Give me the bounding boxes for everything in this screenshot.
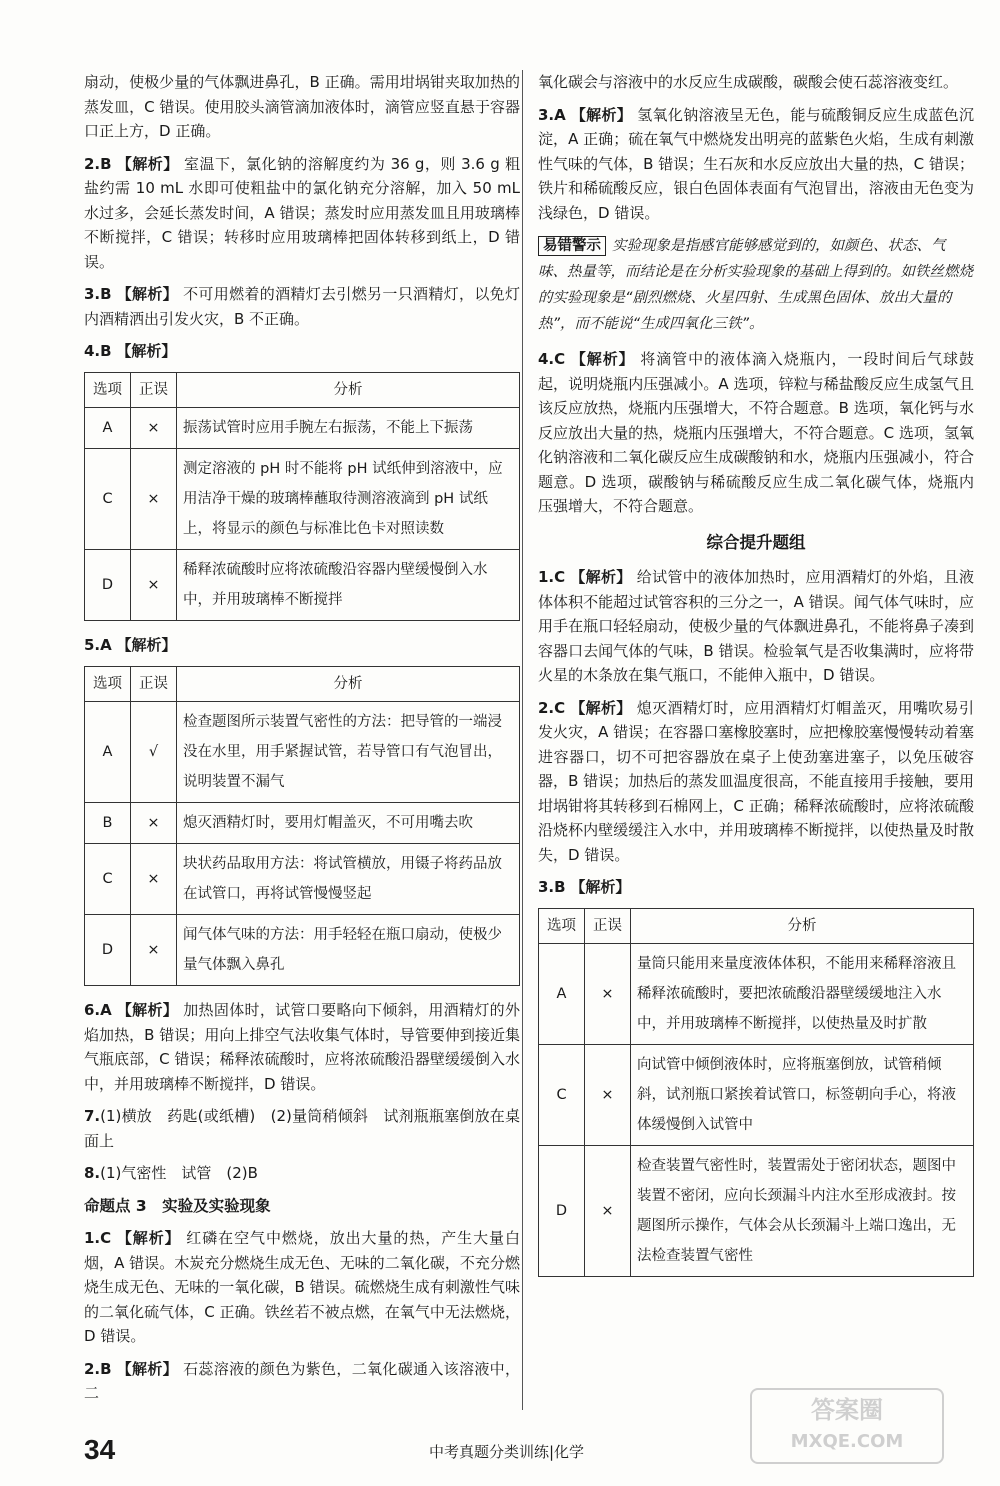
table-row [85, 449, 520, 550]
table-row [85, 844, 520, 915]
answer-item-s1 [84, 1226, 520, 1349]
analysis-table-z3 [538, 908, 974, 1278]
item-number: 8. [84, 1164, 101, 1182]
header-option: 选项 [85, 372, 131, 408]
warning-text: 实验现象是指感官能够感觉到的，如颜色、状态、气味、热量等，而结论是在分析实验现象的基础上得到的。如铁丝燃烧的实验现象是“剧烈燃烧、火星四射、生成黑色固体、放出大量的热”，而不能说“生成四氧化三铁”。 [538, 238, 973, 332]
watermark-url: MXQE.COM [790, 1431, 904, 1452]
error-warning-box [538, 233, 974, 337]
item-number: 4. [538, 350, 555, 368]
item-number: 4. [84, 342, 101, 360]
analysis-text: 不可用燃着的酒精灯去引燃另一只酒精灯，以免灯内酒精洒出引发火灾，B 不正确。 [84, 285, 520, 328]
analysis-text: 加热固体时，试管口要略向下倾斜，用酒精灯的外焰加热，B 错误；用向上排空气法收集气体时，导管要伸到接近集气瓶底部，C 错误；稀释浓硫酸时，应将浓硫酸沿器壁缓缓倒入水中，并用玻璃棒不断搅拌，D 错误。 [84, 1001, 520, 1093]
option-cell: C [85, 449, 131, 550]
answer-item-6 [84, 998, 520, 1096]
item-number: 3. [538, 105, 555, 124]
watermark-text: 答案圈 [811, 1396, 883, 1424]
table-row [539, 944, 974, 1045]
analysis-text: 熄灭酒精灯时，应用酒精灯灯帽盖灭，用嘴吹易引发火灾，A 错误；在容器口塞橡胶塞时，应把橡胶塞慢慢转动着塞进容器口，切不可把容器放在桌子上使劲塞进塞子，以免压破容器，B 错误；加热后的蒸发皿温度很高，不能直接用手接触，要用坩埚钳将其转移到石棉网上，C 正确；稀释浓硫酸时，应将浓硫酸沿烧杯内壁缓缓注入水中，并用玻璃棒不断搅拌，以使热量及时散失，D 错误。 [538, 698, 974, 864]
book-title: 中考真题分类训练|化学 [429, 1443, 585, 1461]
analysis-cell: 检查装置气密性时，装置需处于密闭状态，题图中装置不密闭，应向长颈漏斗内注水至形成液封。按题图所示操作，气体会从长颈漏斗上端口逸出，无法检查装置气密性 [631, 1146, 974, 1277]
answer-item-7 [84, 1104, 520, 1153]
analysis-cell: 块状药品取用方法：将试管横放，用镊子将药品放在试管口，再将试管慢慢竖起 [177, 844, 520, 915]
left-column [84, 70, 520, 1414]
table-header-row [85, 372, 520, 408]
header-correctness: 正误 [131, 666, 177, 702]
answer-item-z1 [538, 565, 974, 688]
analysis-table-4 [84, 372, 520, 622]
answer-letter: A [100, 1001, 112, 1019]
answer-item-8 [84, 1161, 520, 1186]
paragraph-text: 扇动，使极少量的气体飘进鼻孔，B 正确。需用坩埚钳夹取加热的蒸发皿，C 错误。使用胶头滴管滴加液体时，滴管应竖直悬于容器口正上方，D 正确。 [84, 73, 520, 140]
header-option: 选项 [539, 908, 585, 944]
analysis-cell: 稀释浓硫酸时应将浓硫酸沿容器内壁缓慢倒入水中，并用玻璃棒不断搅拌 [177, 550, 520, 621]
table-header-row [85, 666, 520, 702]
item-number: 2. [84, 1359, 101, 1378]
item-number: 2. [84, 154, 101, 173]
answer-letter: C [554, 350, 566, 368]
paragraph-text: 氧化碳会与溶液中的水反应生成碳酸，碳酸会使石蕊溶液变红。 [538, 73, 959, 91]
analysis-text: 石蕊溶液的颜色为紫色，二氧化碳通入该溶液中，二 [84, 1359, 520, 1402]
answer-letter: C [554, 698, 566, 717]
header-analysis: 分析 [177, 372, 520, 408]
mark-cell: × [585, 1146, 631, 1277]
analysis-cell: 测定溶液的 pH 时不能将 pH 试纸伸到溶液中，应用洁净干燥的玻璃棒蘸取待测溶液滴到 pH 试纸上，将显示的颜色与标准比色卡对照读数 [177, 449, 520, 550]
answer-letter: B [100, 1359, 112, 1378]
option-cell: A [85, 702, 131, 803]
continued-paragraph [538, 70, 974, 95]
option-cell: D [85, 550, 131, 621]
answer-letter: C [100, 1229, 112, 1247]
analysis-cell: 熄灭酒精灯时，要用灯帽盖灭，不可用嘴去吹 [177, 803, 520, 844]
item-number: 3. [84, 285, 101, 303]
analysis-tag: 【解析】 [570, 698, 632, 717]
item-number: 3. [538, 878, 555, 896]
column-divider [522, 70, 523, 1410]
page-footer [84, 1396, 964, 1472]
answer-item-s2 [84, 1357, 520, 1406]
mark-cell: × [131, 915, 177, 986]
answer-item-z2 [538, 696, 974, 868]
analysis-text: 给试管中的液体加热时，应用酒精灯的外焰，且液体体积不能超过试管容积的三分之一，A 错误。闻气体气味时，应用手在瓶口轻轻扇动，使极少量的气体飘进鼻孔，不能将鼻子凑到容器口去闻气体的气味，B 错误。检验氧气是否收集满时，应将带火星的木条放在集气瓶口，不能伸入瓶中，D 错误。 [538, 568, 974, 684]
analysis-cell: 检查题图所示装置气密性的方法：把导管的一端浸没在水里，用手紧握试管，若导管口有气泡冒出，说明装置不漏气 [177, 702, 520, 803]
option-cell: D [539, 1146, 585, 1277]
section-title: 综合提升题组 [706, 532, 806, 552]
analysis-tag: 【解析】 [116, 342, 177, 360]
analysis-tag: 【解析】 [116, 1229, 181, 1247]
mark-cell: × [131, 449, 177, 550]
table-row [539, 1146, 974, 1277]
item-number: 7. [84, 1107, 101, 1125]
mark-cell: × [131, 803, 177, 844]
analysis-tag: 【解析】 [116, 1001, 179, 1019]
answer-letter: A [554, 105, 566, 124]
answer-text: (1)气密性 试管 (2)B [100, 1164, 258, 1182]
answer-letter: B [100, 154, 112, 173]
right-column [538, 70, 974, 1289]
answer-item-2 [84, 152, 520, 275]
answer-item-4 [84, 339, 520, 364]
analysis-tag: 【解析】 [116, 636, 177, 654]
table-row [539, 1045, 974, 1146]
answer-item-3 [84, 282, 520, 331]
analysis-table-5 [84, 666, 520, 987]
item-number: 6. [84, 1001, 101, 1019]
option-cell: B [85, 803, 131, 844]
analysis-cell: 振荡试管时应用手腕左右振荡，不能上下振荡 [177, 408, 520, 449]
answer-text: (1)横放 药匙(或纸槽) (2)量筒稍倾斜 试剂瓶瓶塞倒放在桌面上 [84, 1107, 520, 1150]
item-number: 1. [84, 1229, 101, 1247]
page-number: 34 [84, 1434, 116, 1465]
option-cell: C [85, 844, 131, 915]
analysis-tag: 【解析】 [116, 1359, 178, 1378]
header-analysis: 分析 [177, 666, 520, 702]
option-cell: D [85, 915, 131, 986]
answer-letter: B [100, 342, 112, 360]
continued-paragraph [84, 70, 520, 144]
mark-cell: × [131, 408, 177, 449]
analysis-cell: 向试管中倾倒液体时，应将瓶塞倒放，试管稍倾斜，试剂瓶口紧挨着试管口，标签朝向手心，将液体缓慢倒入试管中 [631, 1045, 974, 1146]
answer-letter: C [554, 568, 566, 586]
table-row [85, 550, 520, 621]
answer-letter: B [100, 285, 112, 303]
answer-letter: A [100, 636, 112, 654]
mark-cell: × [131, 550, 177, 621]
section-heading: 命题点 3 实验及实验现象 [84, 1196, 271, 1215]
header-analysis: 分析 [631, 908, 974, 944]
item-number: 5. [84, 636, 101, 654]
mark-cell: × [585, 1045, 631, 1146]
answer-item-s3 [538, 103, 974, 226]
analysis-tag: 【解析】 [116, 154, 179, 173]
option-cell: C [539, 1045, 585, 1146]
mark-cell: × [131, 844, 177, 915]
analysis-tag: 【解析】 [116, 285, 178, 303]
analysis-cell: 量筒只能用来量度液体体积，不能用来稀释溶液且稀释浓硫酸时，要把浓硫酸沿器壁缓缓地注入水中，并用玻璃棒不断搅拌，以使热量及时扩散 [631, 944, 974, 1045]
analysis-tag: 【解析】 [570, 350, 635, 368]
analysis-tag: 【解析】 [570, 878, 631, 896]
warning-label: 易错警示 [538, 236, 606, 256]
table-row [85, 408, 520, 449]
mark-cell: √ [131, 702, 177, 803]
table-row [85, 803, 520, 844]
analysis-tag: 【解析】 [570, 568, 632, 586]
option-cell: A [85, 408, 131, 449]
answer-item-s4 [538, 347, 974, 519]
table-row [85, 915, 520, 986]
item-number: 2. [538, 698, 555, 717]
option-cell: A [539, 944, 585, 1045]
analysis-tag: 【解析】 [570, 105, 633, 124]
answer-item-5 [84, 633, 520, 658]
header-correctness: 正误 [585, 908, 631, 944]
analysis-text: 红磷在空气中燃烧，放出大量的热，产生大量白烟，A 错误。木炭充分燃烧生成无色、无味的二氧化碳，不充分燃烧生成无色、无味的一氧化碳，B 错误。硫燃烧生成有刺激性气味的二氧化硫气体，C 正确。铁丝若不被点燃，在氧气中无法燃烧，D 错误。 [84, 1229, 520, 1345]
item-number: 1. [538, 568, 555, 586]
header-option: 选项 [85, 666, 131, 702]
watermark-logo [750, 1388, 944, 1464]
analysis-text: 将滴管中的液体滴入烧瓶内，一段时间后气球鼓起，说明烧瓶内压强减小。A 选项，锌粒与稀盐酸反应生成氢气且该反应放热，烧瓶内压强增大，不符合题意。B 选项，氧化钙与水反应放出大量的热，烧瓶内压强增大，不符合题意。C 选项，氢氧化钠溶液和二氧化碳反应生成碳酸钠和水，烧瓶内压强减小，符合题意。D 选项，碳酸钠与稀硫酸反应生成二氧化碳气体，烧瓶内压强增大，不符合题意。 [538, 350, 974, 515]
table-row [85, 702, 520, 803]
table-header-row [539, 908, 974, 944]
mark-cell: × [585, 944, 631, 1045]
analysis-text: 氢氧化钠溶液呈无色，能与硫酸铜反应生成蓝色沉淀，A 正确；硫在氧气中燃烧发出明亮的蓝紫色火焰，生成有刺激性气味的气体，B 错误；生石灰和水反应放出大量的热，C 错误；铁片和稀硫酸反应，银白色固体表面有气泡冒出，溶液由无色变为浅绿色，D 错误。 [538, 105, 974, 222]
answer-letter: B [554, 878, 566, 896]
analysis-text: 室温下，氯化钠的溶解度约为 36 g，则 3.6 g 粗盐约需 10 mL 水即可使粗盐中的氯化钠充分溶解，加入 50 mL 水过多，会延长蒸发时间，A 错误；蒸发时应用蒸发皿且用玻璃棒不断搅拌，C 错误；转移时应用玻璃棒把固体转移到纸上，D 错误。 [84, 154, 520, 271]
header-correctness: 正误 [131, 372, 177, 408]
answer-item-z3 [538, 875, 974, 900]
analysis-cell: 闻气体气味的方法：用手轻轻在瓶口扇动，使极少量气体飘入鼻孔 [177, 915, 520, 986]
